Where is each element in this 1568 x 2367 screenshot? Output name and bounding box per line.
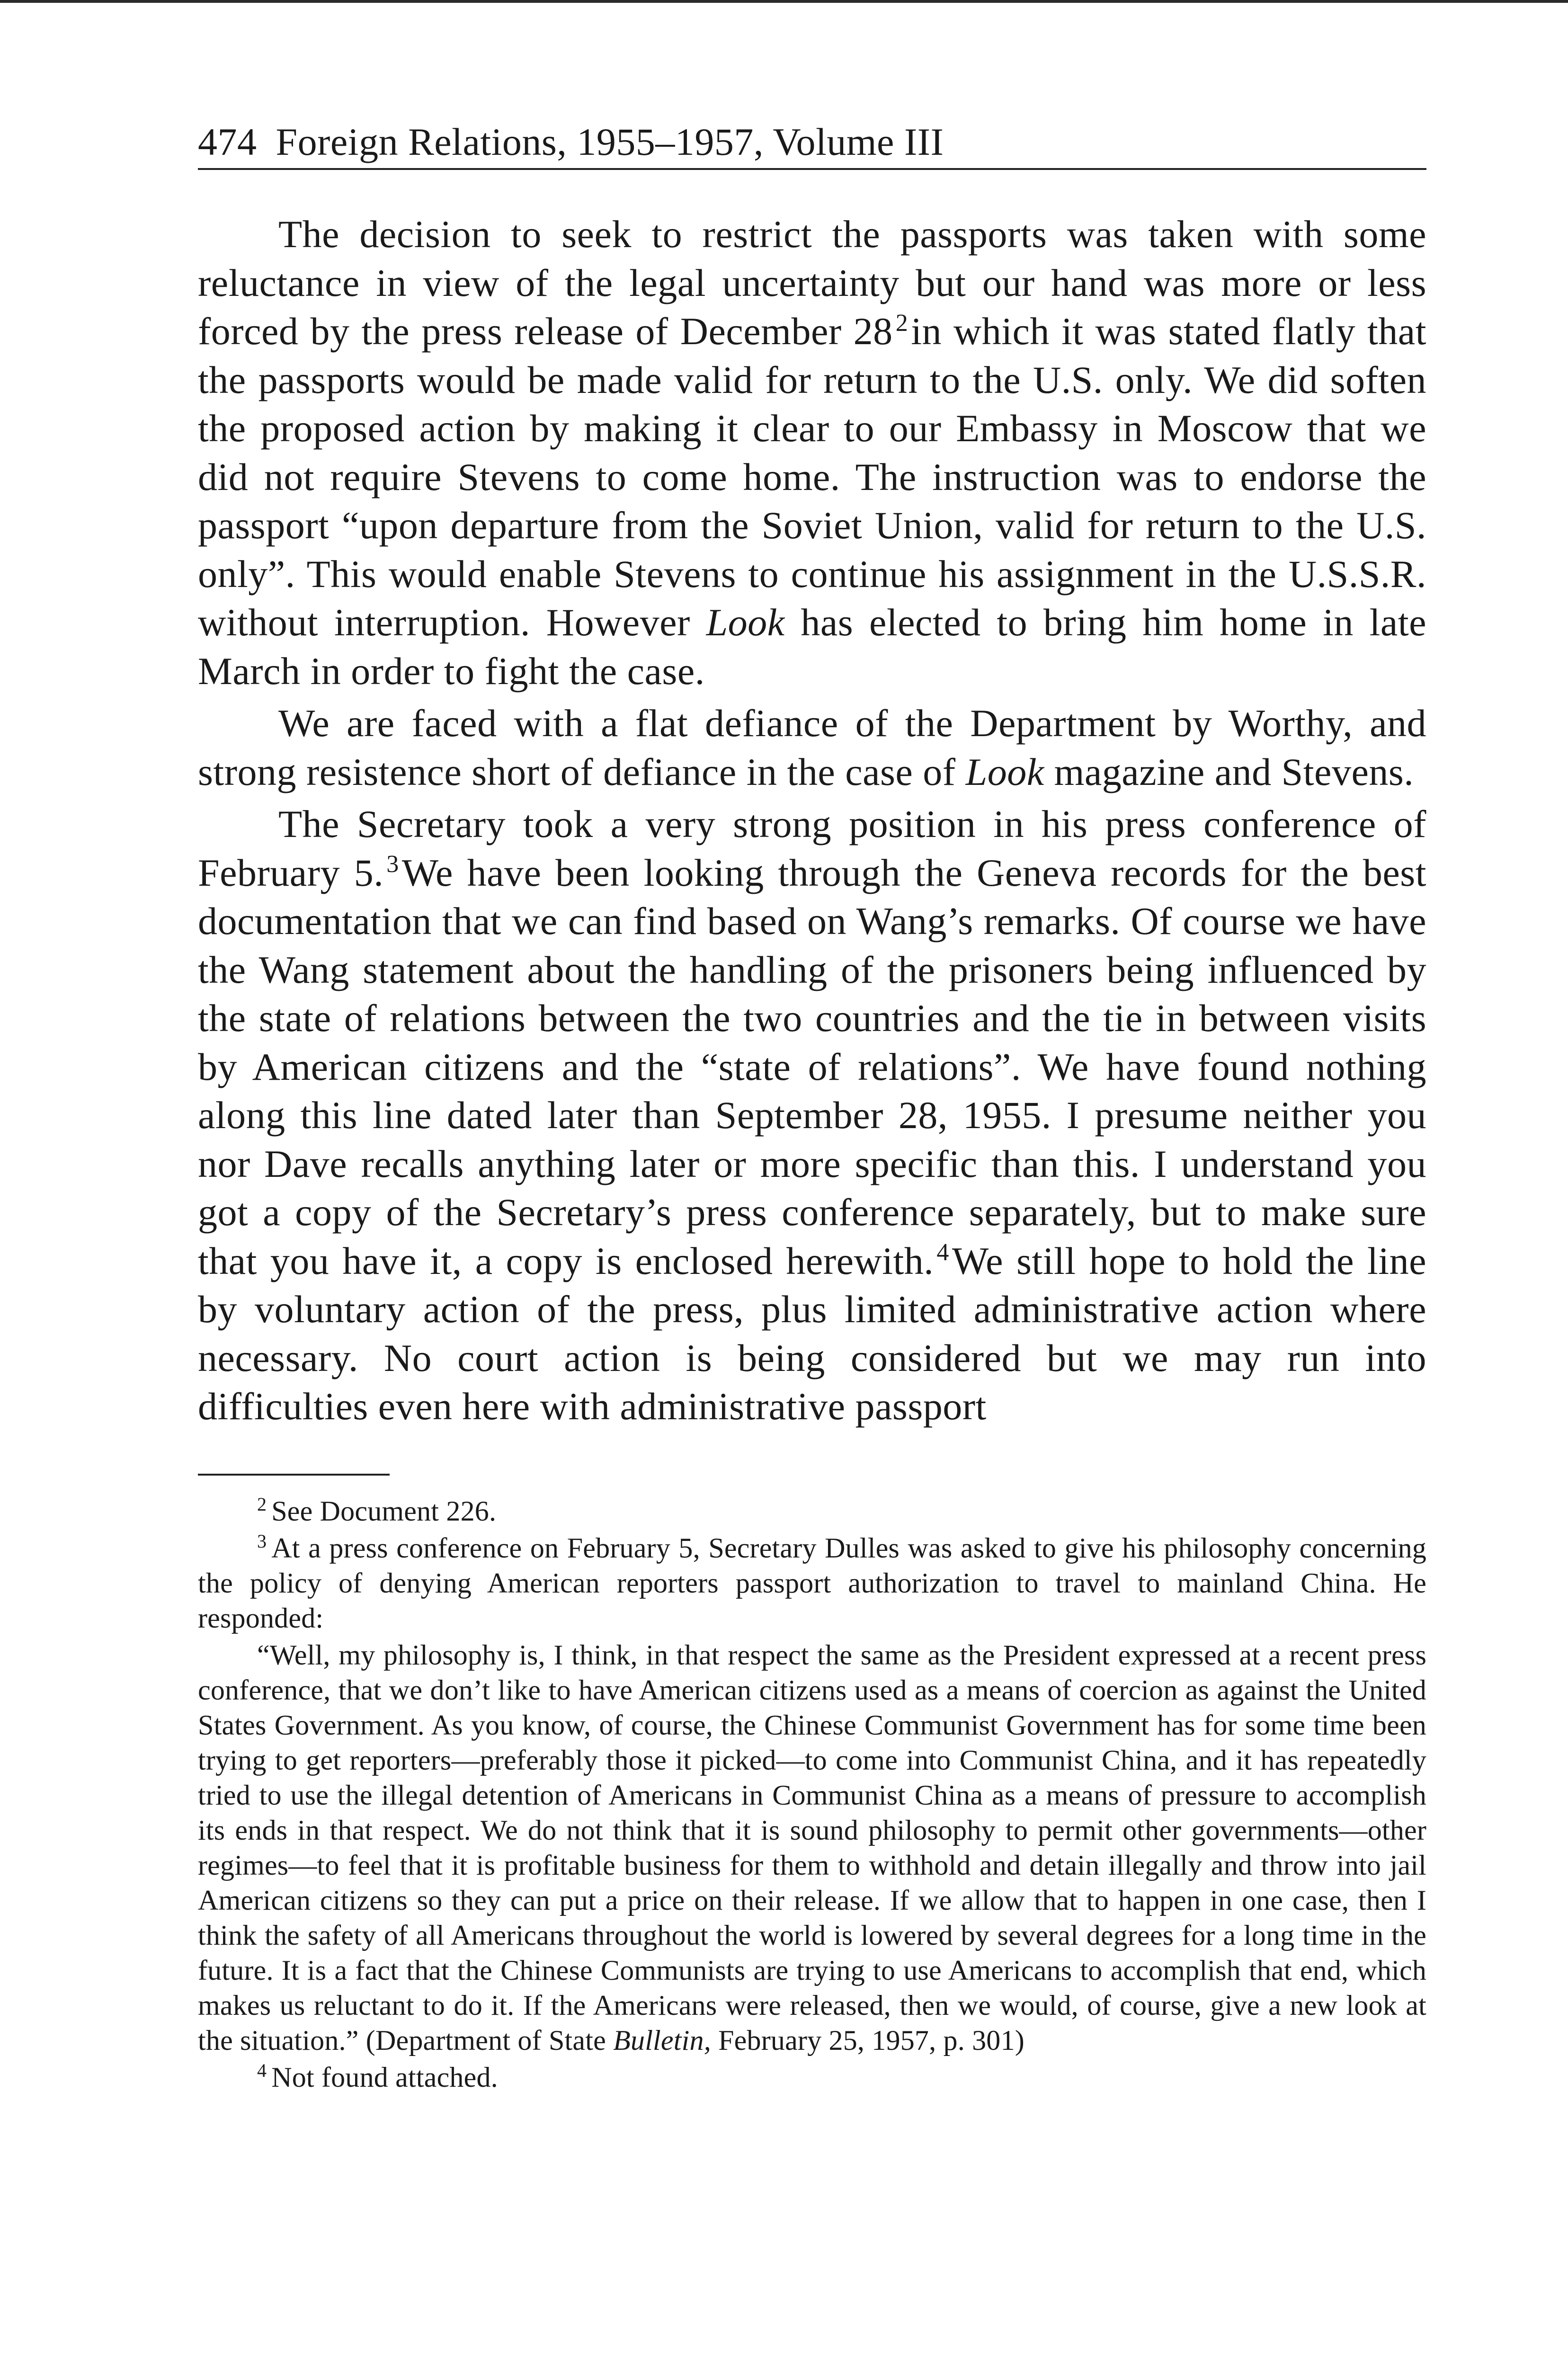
footnote-4-text: Not found attached. (271, 2061, 498, 2093)
footnote-3-quote (198, 1637, 1426, 2058)
paragraph-1 (198, 210, 1426, 695)
paragraph-3-text-c: We still hope to hold the line by voluntary action of the press, plus limited administrative action where necessary. No court action is being considered but we may run into difficulties even here with administrative passport (198, 1239, 1426, 1428)
paragraph-3-text-a: The Secretary took a very strong position in his press conference of February 5. (198, 802, 1426, 894)
page-number: 474 (198, 120, 257, 163)
citation-text: February 25, 1957, p. 301) (718, 2024, 1025, 2056)
footnote-3-text: At a press conference on February 5, Secretary Dulles was asked to give his philosophy concerning the policy of denying American reporters passport authorization to travel to mainland China. He responded: (198, 1532, 1426, 1634)
paragraph-3 (198, 800, 1426, 1431)
paragraph-2 (198, 699, 1426, 796)
footnote-mark-2: 2 (257, 1493, 267, 1515)
body-text (198, 210, 1426, 1431)
footnote-mark-4: 4 (257, 2059, 267, 2081)
running-head (198, 116, 1426, 170)
footnote-2-text: See Document 226. (271, 1495, 497, 1527)
document-page (198, 116, 1426, 2095)
look-magazine-name: Look (706, 601, 785, 644)
top-edge-rule (0, 0, 1568, 3)
footnote-separator (198, 1474, 390, 1476)
bulletin-title: Bulletin, (613, 2024, 711, 2056)
paragraph-1-text-c: has elected to bring him home in late March in order to fight the case. (198, 601, 1426, 693)
look-magazine-name: Look (965, 750, 1044, 793)
dulles-quote-text: “Well, my philosophy is, I think, in that respect the same as the President expressed at a recent press conference, that we don’t like to have American citizens used as a means of coercion as against the United States Government. As you know, of course, the Chinese Communist Government has for some time been trying to get reporters—preferably those it picked—to come into Communist China, and it has repeatedly tried to use the illegal detention of Americans in Communist China as a means of pressure to accomplish its ends in that respect. We do not think that it is sound philosophy to permit other governments—other regimes—to feel that it is profitable business for them to withhold and detain illegally and throw into jail American citizens so they can put a price on their release. If we allow that to happen in one case, then I think the safety of all Americans throughout the world is lowered by several degrees for a long time in the future. It is a fact that the Chinese Communists are trying to use Americans to accomplish that end, which makes us reluctant to do it. If the Americans were released, then we would, of course, give a new look at the situation.” (Department of State (198, 1639, 1426, 2056)
footnote-ref-3: 3 (386, 851, 399, 878)
volume-title: Foreign Relations, 1955–1957, Volume III (276, 120, 944, 163)
footnote-2 (198, 1494, 1426, 1529)
paragraph-2-text-b: magazine and Stevens. (1054, 750, 1414, 793)
footnote-3 (198, 1531, 1426, 1636)
footnote-mark-3: 3 (257, 1530, 267, 1552)
footnote-4 (198, 2060, 1426, 2095)
paragraph-2-text-a: We are faced with a flat defiance of the Department by Worthy, and strong resistence short of defiance in the case of (198, 702, 1426, 793)
paragraph-1-text-a: The decision to seek to restrict the passports was taken with some reluctance in view of the legal uncertainty but our hand was more or less forced by the press release of December 28 (198, 213, 1426, 353)
paragraph-1-text-b: in which it was stated flatly that the passports would be made valid for return to the U.S. only. We did soften the proposed action by making it clear to our Embassy in Moscow that we did not require Stevens to come home. The instruction was to endorse the passport “upon departure from the Soviet Union, valid for return to the U.S. only”. This would enable Stevens to continue his assignment in the U.S.S.R. without interruption. However (198, 310, 1426, 644)
paragraph-3-text-b: We have been looking through the Geneva records for the best documentation that we can find based on Wang’s remarks. Of course we have the Wang statement about the handling of the prisoners being influenced by the state of relations between the two countries and the tie in between visits by American citizens and the “state of relations”. We have found nothing along this line dated later than September 28, 1955. I presume neither you nor Dave recalls anything later or more specific than this. I understand you got a copy of the Secretary’s press conference separately, but to make sure that you have it, a copy is enclosed herewith. (198, 851, 1426, 1282)
footnotes (198, 1494, 1426, 2095)
footnote-ref-2: 2 (895, 309, 909, 337)
footnote-ref-4: 4 (936, 1239, 949, 1266)
